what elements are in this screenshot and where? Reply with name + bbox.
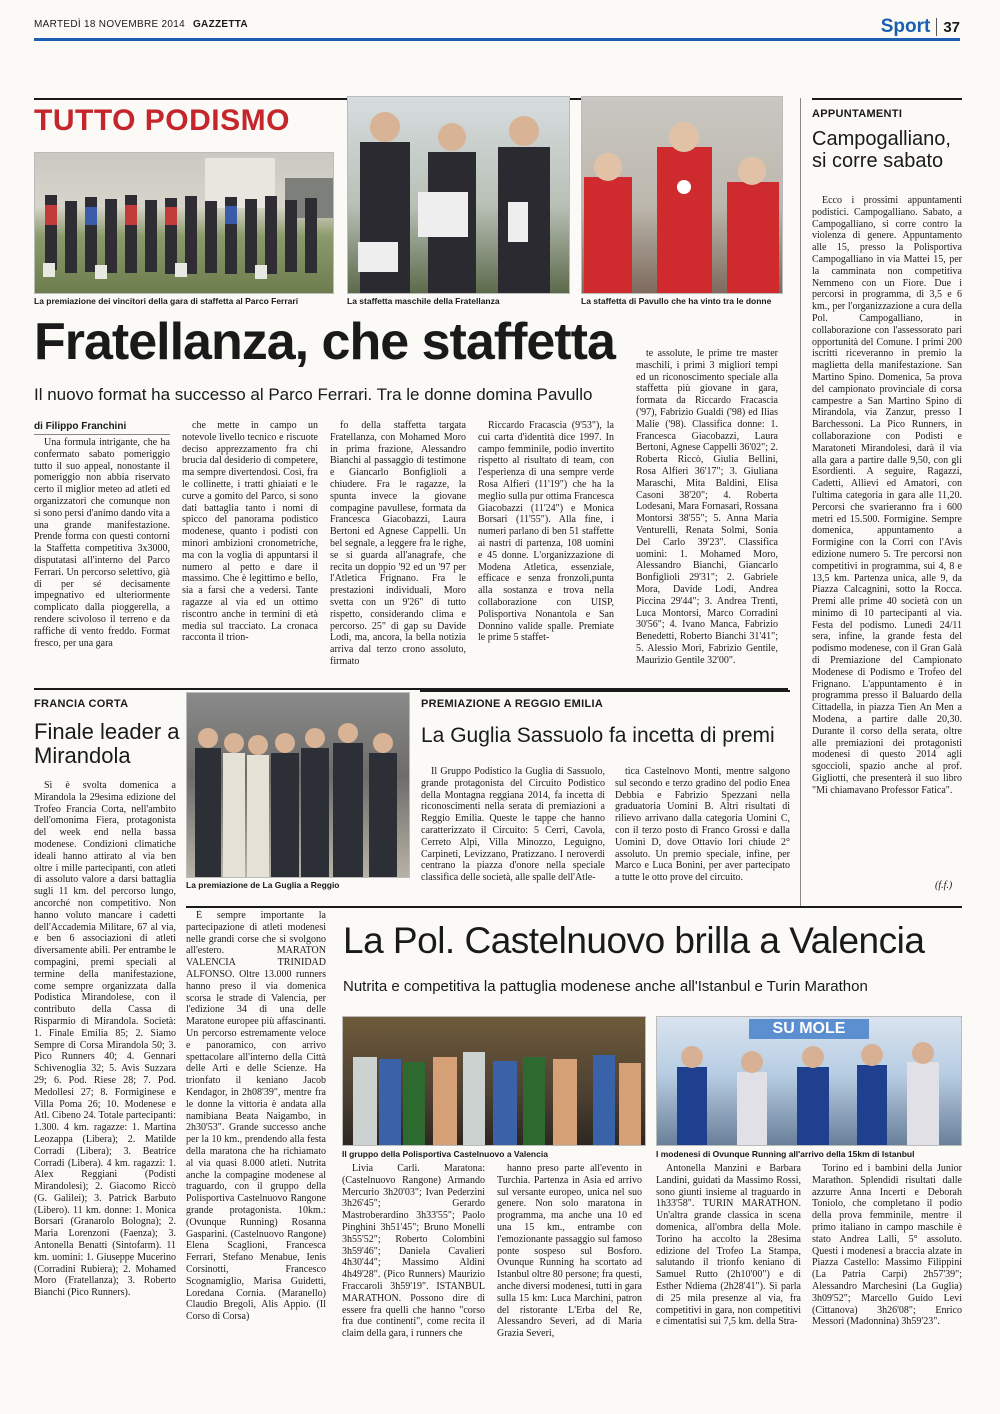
photo-caption: La premiazione de La Guglia a Reggio — [186, 880, 340, 890]
column-divider — [800, 98, 801, 906]
paragraph: Livia Carli. Maratona: (Castelnuovo Rangone) Armando Mercurio 3h20'03"; Ivan Pederzini 3h26'45"; Gerardo Mastroberardino 3h33'55"; Paolo Pinghini 3h51'45"; Bruno Monelli 3h55'52"; Roberto Colombini 3h59'46"; Daniela Cavalieri 4h30'44"; Massimo Aldini 4h49'28". (Pico Runners) Maurizio Fraccaroli 3h59'19". ISTANBUL MARATHON. Possono dire di essere fra quelli che hanno "corso fra due continenti", come recita il claim della gara, i runners che — [342, 1163, 485, 1340]
francia-kicker: FRANCIA CORTA — [34, 698, 129, 710]
guglia-column — [615, 766, 790, 890]
photo-caption: I modenesi di Ovunque Running all'arrivo della 15km di Istanbul — [656, 1149, 915, 1159]
medal-photo — [582, 97, 782, 293]
article-column — [330, 420, 466, 667]
valencia-column — [342, 1163, 485, 1375]
paragraph: fo della staffetta targata Fratellanza, con Mohamed Moro in prima frazione, Alessandro Bianchi al passaggio di testimone e Giancarlo Bonfiglioli a chiudere. Fra le ragazze, la spunta invece la giovane compagine pavullese, formata da Francesca Giacobazzi, Laura Bertoni ed Agnese Cappelli. Un bel segnale, a leggere fra le righe, se si guarda all'anagrafe, che recita un doppio '92 ed un '97 per l'Atletica Frignano. Fra le prestazioni individuali, Moro svetta con un 9'26" di tutto rispetto, considerando clima e percorso. 25" di gap su Davide Lodi, ma, ancora, la bella notizia arriva dal terzo crono assoluto, firmato — [330, 420, 466, 667]
top-rule — [34, 38, 960, 41]
valencia-intro — [186, 910, 326, 1375]
date-text: MARTEDÌ 18 NOVEMBRE 2014 — [34, 19, 185, 30]
paragraph: Antonella Manzini e Barbara Landini, guidati da Massimo Rossi, sono giunti insieme al traguardo in 1h33'58". TURIN MARATHON. Un'altra grande classica in scena domenica, all'ombra della Mole. Torino ha accolto la 28esima edizione del Trofeo La Stampa, salutando il trionfo keniano di Samuel Rutto (2h10'00") e di Esther Ndiema (2h28'41"). Si parla di 25 mila presenze al via, fra competitivi in gara, non competitivi e cimentatisi sui 7,5 km. della Stra- — [656, 1163, 801, 1328]
byline-rule — [34, 434, 170, 435]
article-column — [478, 420, 614, 667]
appuntamenti-headline: Campogalliano, si corre sabato — [812, 128, 951, 172]
section-rule — [812, 98, 962, 100]
podium-photo — [35, 153, 333, 293]
runners-photo — [343, 1017, 645, 1145]
masthead-date — [34, 19, 248, 30]
photo-caption: La premiazione dei vincitori della gara di staffetta al Parco Ferrari — [34, 296, 299, 306]
photo-valencia — [342, 1016, 646, 1146]
runners-photo — [348, 97, 569, 293]
guglia-column — [421, 766, 605, 890]
article-column — [34, 437, 170, 667]
francia-headline: Finale leader a Mirandola — [34, 719, 180, 769]
photo-relay-women — [581, 96, 783, 294]
headline: Fratellanza, che staffetta — [34, 313, 615, 371]
valencia-column — [812, 1163, 962, 1375]
photo-caption: La staffetta maschile della Fratellanza — [347, 296, 500, 306]
paragraph: che mette in campo un notevole livello tecnico e riscuote deciso apprezzamento fra chi brucia dal desiderio di competere, ma sempre divertendosi. Così, fra le collinette, i tratti ghiaiati e le curve a gomito del Parco, si sono dati battaglia tanto i nomi di spicco del panorama podistico modenese, quanto i podisti con minori ambizioni cronometriche, ma con la voglia di appuntarsi il numero al petto e dare il massimo. Che è legittimo e bello, sia a farsi che a vedersi. Tante ragazze al via ed un ottimo riscontro anche in termini di età media sul tracciato. La cronaca racconta il trion- — [182, 420, 318, 644]
valencia-column — [656, 1163, 801, 1375]
photo-podium — [34, 152, 334, 294]
section-label — [881, 16, 960, 38]
paragraph: È sempre importante la partecipazione di atleti modenesi nelle grandi corse che si svolgono all'estero. MARATON VALENCIA TRINIDAD ALFONSO. Oltre 13.000 runners hanno preso il via domenica scorsa le strade di Valencia, per l'edizione 34 di una delle Maratone europee più affascinanti. Un percorso estremamente veloce e panoramico, con arrivo spettacolare all'interno della Città delle Arti e delle Scienze. Ha trionfato il keniano Jacob Kendagor, in 2h08'39", mentre fra le donne la vittoria è andata alla namibiana Beata Naigambo, in 2h30'53". Grande successo anche per la 10 km., prendendo alla festa della maratona che ha richiamato al via quasi 8.000 atleti. Nutrita anche la compagine modenese al traguardo, con il gruppo della Polisportiva Castelnuovo Rangone grande protagonista. 10km.: (Ovunque Running) Rosanna Gasparini. (Castelnuovo Rangone) Elena Scaglioni, Francesca Ferrari, Stefano Menabue, Ienis Corsinotti, Francesco Scognamiglio, Marisa Guidetti, Loredana Cornia. (Maranello) Claudio Bregoli, Alis Appio. (Il Corso di Corsa) — [186, 910, 326, 1323]
appuntamenti-kicker: APPUNTAMENTI — [812, 108, 903, 120]
article-column — [636, 348, 778, 667]
article-column — [182, 420, 318, 667]
section-name: Sport — [880, 16, 931, 37]
guglia-headline: La Guglia Sassuolo fa incetta di premi — [421, 724, 775, 747]
paragraph: Si è svolta domenica a Mirandola la 29esima edizione del Trofeo Francia Corta, nell'ambito dell'omonima Fiera, protagonista del week end nella bassa modenese. Condizioni climatiche ideali hanno attirato al via ben oltre i mille partecipanti, con atleti di assoluto valore a darsi battaglia sugli 11 km. del percorso lungo, ancorché non competitivo. Non hanno voluto mancare i cadetti dell'Accademia Militare, 67 al via, e ben 6 associazioni di atleti diversamente abili. Per entrambe le compagini, premi speciali al termine della manifestazione, come sempre organizzata dalla Podistica Mirandolese, con il contributo della Cassa di Risparmio di Mirandola. Società: 1. Finale Emilia 85; 2. Siamo Sempre di Corsa Mirandola 50; 3. Pico Runners 40; 4. Gennari Schivenoglia 32; 5. Avis Suzzara 29; 6. Pod. Riese 28; 7. Pod. Medollesi 27; 8. Formiginese e Villa Poma 26; 10. Modenese e Atl. Cibeno 24. Totale partecipanti: 1.300. 4 km. ragazze: 1. Martina Leozappa (Libera); 2. Matilde Corradi (Libera); 3. Beatrice Corradi (Libera). 4 km. ragazzi: 1. Alex Reggiani (Podisti Mirandolesi); 2. Giacomo Riccò (G. Galilei); 3. Patrick Barbuto (Libero). 11 km. donne: 1. Monica Borsari (Granarolo Bologna); 2. Maria Lorenzoni (Faenza); 3. Antonella Benatti (Sintofarm). 11 km. uomini: 1. Giuseppe Mucerino (Corradini Rubiera); 2. Mohamed Moro (Fratellanza); 3. Roberto Bianchi (Pico Runners). — [34, 780, 176, 1299]
section-rule — [420, 690, 790, 692]
paragraph: tica Castelnovo Monti, mentre salgono sul secondo e terzo gradino del podio Enea Debbia e Fabrizio Spezzani nella graduatoria Uomini B. Altri risultati di rilievo arrivano dalla categoria Uomini C, con il terzo posto di Franco Grossi e dalla Uomini D, dove Ottavio Iori chiude 2° assoluto. Un premio speciale, infine, per Marco e Luca Bonini, per aver partecipato a tutte le otto prove del circuito. — [615, 766, 790, 884]
banner: SU MOLE — [749, 1019, 869, 1039]
paragraph: Riccardo Fracascia (9'53"), la cui carta d'identità dice 1997. In campo femminile, podio invertito rispetto al risultato di team, con l'esperienza di una sempre verde Rosa Alfieri (11'19") che ha la meglio sulla pur ottima Francesca Giacobazzi (11'24") e Monica Borsari (11'55"). Alla fine, i numeri parlano di ben 51 staffette ai nastri di partenza, 108 uomini e 45 donne. L'organizzazione di Modena Atletica, essenziale, efficace e senza fronzoli,punta alla sostanza e trova nella collaborazione con UISP, Polisportiva Nonantola e San Donnino valide spalle. Premiate le prime 5 staffet- — [478, 420, 614, 644]
signature: (f.f.) — [935, 880, 953, 891]
paragraph: Ecco i prossimi appuntamenti podistici. Campogalliano. Sabato, a Campogalliano, si corre contro la violenza di genere. Appuntamento alle 15, presso la Polisportiva Campogalliano in via Mattei 15, per la camminata non competitiva Nemmeno con un Fiore. Due i percorsi in programma, di 3,5 e 6 km., per l'organizzazione a cura della Pol. Campogalliano, in collaborazione con l'assessorato pari opportunità del Comune. I primi 200 iscritti riceveranno in premio la maglietta della manifestazione. San Martino Spino. Domenica, 5a prova del campionato provinciale di corsa campestre a San Martino Spino di Mirandola, via Zanzur, presso I Barchessoni. La Pico Runners, in collaborazione con Podisti e Maratoneti Mirandolesi, darà il via alla gara a partire dalle 9,50, con gli Esordienti. A seguire, Ragazzi, Cadetti, Allievi ed Amatori, con l'ultima categoria in gara alle 11,20. Percorsi che svarieranno fra i 600 metri ed 15.500. Formigine. Sempre domenica, appuntamento a Formigine con la Corri con l'Avis edizione numero 5. Tre percorsi non competitivi in programma, sui 4, 8 e 13,5 km. Partenza unica, alle 9, da Piazza Calcagnini, sotto la Rocca. Premi alle prime 40 società con un minimo di 10 partecipanti al via. Festa del podismo. Lunedì 24/11 sera, infine, la grande festa del podismo modenese, con il Gran Galà di Premiazione del Campionato Modenese di Podismo e Trofeo del Frignano. L'appuntamento è in programma presso il Baluardo della Cittadella, in piazza Tien An Men a Modena, a partire dalle 20,30. Durante il corso della serata, oltre alle premiazioni dei protagonisti modenesi di questo 2014 agli sgoccioli, spazio anche al prof. Gigliotti, che presenterà il suo libro "Mi chiamavano Professor Fatica". — [812, 195, 962, 796]
photo-caption: La staffetta di Pavullo che ha vinto tra le donne — [581, 296, 772, 306]
paragraph: Una formula intrigante, che ha confermato sabato pomeriggio tutto il suo appeal, nonostante il pomeriggio non abbia riservato certo il miglior meteo ad atleti ed organizzatori che comunque non si sono persi d'animo dando vita a una grande manifestazione. Prende forma con questi contorni la Staffetta competitiva 3x3000, disputatasi all'interno del Parco Ferrari. Un percorso selettivo, già di per sé decisamente impegnativo ed ulteriormente complicato dalla pioggerella, a rendere scivoloso il terreno e da raffiche di vento freddo. Format fresco, per una gara — [34, 437, 170, 649]
valencia-subheadline: Nutrita e competitiva la pattuglia modenese anche all'Istanbul e Turin Marathon — [343, 978, 868, 995]
paragraph: Torino ed i bambini della Junior Marathon. Splendidi risultati dalle azzurre Anna Incerti e Deborah Toniolo, che completano il podio della prova femminile, mentre il primo italiano in campo maschile è stato Andrea Lalli, 5° assoluto. Questi i modenesi a braccia alzate in Piazza Castello: Massimo Filippini (La Patria Carpi) 2h57'39"; Alessandro Marchesini (La Guglia) 3h09'52"; Marcello Guido Levi (Cittanova) 3h26'08"; Enrico Messori (Madonnina) 3h59'23". — [812, 1163, 962, 1328]
tutto-kicker: TUTTO PODISMO — [34, 104, 290, 137]
subheadline: Il nuovo format ha successo al Parco Ferrari. Tra le donne domina Pavullo — [34, 385, 593, 404]
valencia-column — [497, 1163, 642, 1375]
appuntamenti-body — [812, 195, 962, 875]
paper-name: GAZZETTA — [192, 19, 248, 30]
francia-body — [34, 780, 176, 1375]
guglia-kicker: PREMIAZIONE A REGGIO EMILIA — [421, 698, 604, 710]
photo-istanbul — [656, 1016, 962, 1146]
paragraph: hanno preso parte all'evento in Turchia. Partenza in Asia ed arrivo sul versante europeo, unica nel suo genere. Non solo maratona in programma, ma anche una 10 ed una 15 km., entrambe con l'emozionante passaggio sul famoso ponte sospeso sul Bosforo. Ovunque Running ha scortato ad Istanbul oltre 80 persone; fra questi, anche diversi modenesi, tutti in gara sulla 15 km: Luca Marchini, patron del ristorante L'Erba del Re, Alessandro Severi, ad di Maria Grazia Severi, — [497, 1163, 642, 1340]
byline: di Filippo Franchini — [34, 421, 127, 432]
ribbon-photo — [187, 693, 409, 877]
photo-relay-men — [347, 96, 570, 294]
photo-guglia — [186, 692, 410, 878]
section-rule — [186, 906, 962, 908]
valencia-headline: La Pol. Castelnuovo brilla a Valencia — [343, 920, 925, 961]
paragraph: te assolute, le prime tre master maschili, i primi 3 migliori tempi ed un riconoscimento speciale alla staffetta più giovane in gara, formata da Riccardo Fracascia ('97), Fabrizio Gualdi ('98) ed Ilias Malie ('98). Classifica donne: 1. Francesca Giacobazzi, Laura Bertoni, Agnese Cappelli 36'02"; 2. Roberta Riccò, Giulia Bellini, Rosa Alfieri 36'17"; 3. Giuliana Maraschi, Mita Baldini, Elisa Casoni 38'20"; 4. Roberta Lodesani, Mara Fornasari, Rossana Montorsi 38'55"; 5. Anna Maria Venturelli, Renata Solmi, Sonia Del Carlo 39'23". Classifica uomini: 1. Mohamed Moro, Alessandro Bianchi, Giancarlo Bonfiglioli 29'31"; 2. Gabriele Mora, Davide Lodi, Andrea Piccina 29'44"; 3. Andrea Trenti, Luca Montorsi, Marco Corradini 30'56"; 4. Ivano Manca, Fabrizio Benedetti, Roberto Bianchi 31'41"; 5. Alessio Mori, Fabrizio Gentile, Maurizio Gentile 32'00". — [636, 348, 778, 666]
photo-caption: Il gruppo della Polisportiva Castelnuovo a Valencia — [342, 1149, 548, 1159]
page-number: 37 — [943, 18, 960, 36]
paragraph: Il Gruppo Podistico la Guglia di Sassuolo, grande protagonista del Circuito Podistico della Montagna reggiana 2014, fa incetta di riconoscimenti nella serata di premiazioni a Reggio Emilia. Queste le tappe che hanno caratterizzato il Circuito: 5 Cerri, Cavola, Cerreto Alpi, Villa Minozzo, Leguigno, Carpineti, Levizzano, Pratizzano. I neroverdi centrano la piazza d'onore nella speciale classifica delle società, alle spalle dell'Atle- — [421, 766, 605, 884]
divider — [936, 18, 937, 36]
